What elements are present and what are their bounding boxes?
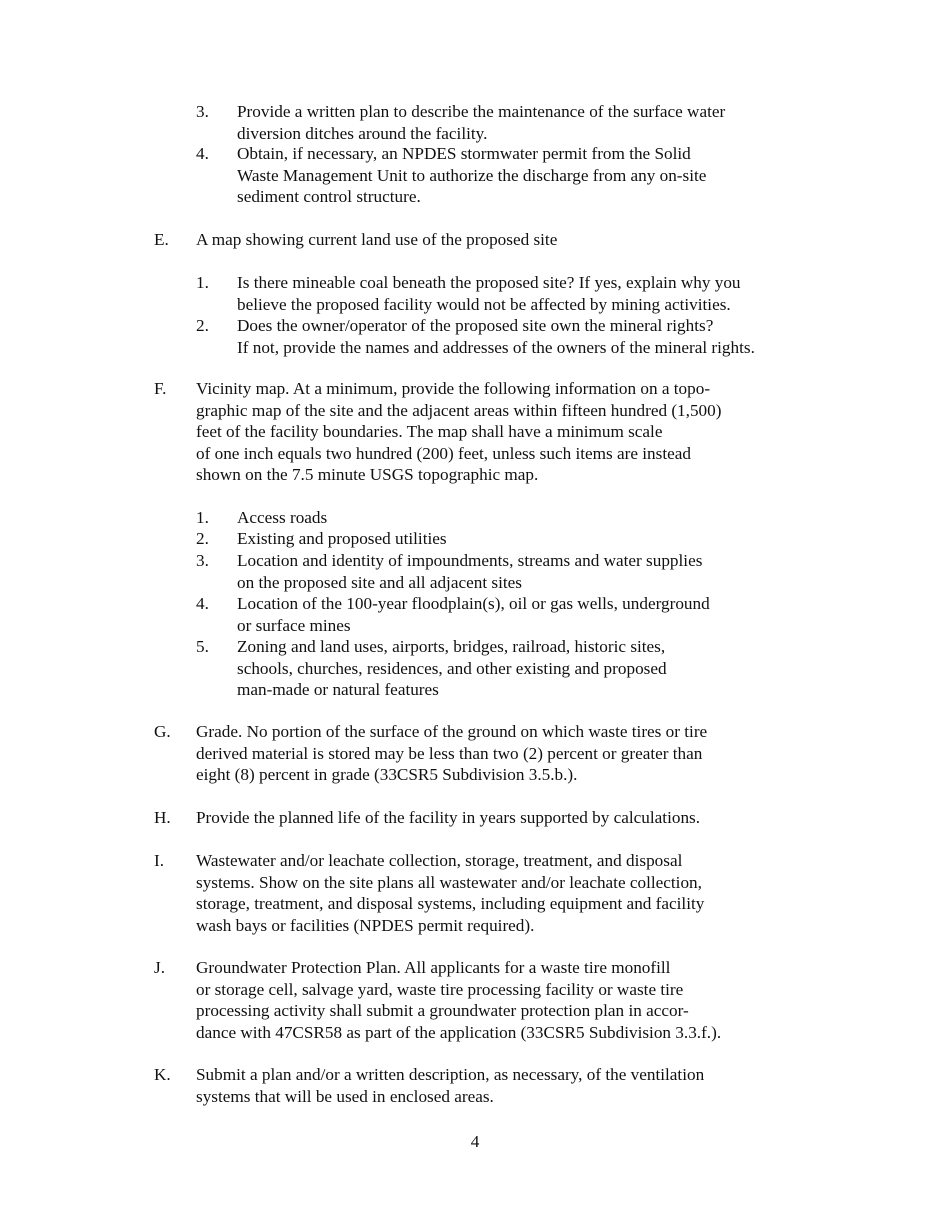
section-text: Wastewater and/or leachate collection, storage, treatment, and disposal systems. Show on the site plans all wastewater and/or leachate collection, storage, treatment, and disposal systems, including equipment and facility wash bays or facilities (NPDES permit required). xyxy=(196,851,705,935)
item-label: 2. xyxy=(196,529,209,548)
page-number: 4 xyxy=(470,1132,480,1151)
section-text: A map showing current land use of the proposed site xyxy=(196,230,558,249)
item-text: Obtain, if necessary, an NPDES stormwater permit from the Solid Waste Management Unit to authorize the discharge from any on-site sediment control structure. xyxy=(237,144,707,207)
item-label: 4. xyxy=(196,594,209,613)
section-label: K. xyxy=(154,1065,171,1084)
section-text: Grade. No portion of the surface of the ground on which waste tires or tire derived material is stored may be less than two (2) percent or greater than eight (8) percent in grade (33CSR5 Subdivision 3.5.b.). xyxy=(196,722,708,785)
item-label: 2. xyxy=(196,316,209,335)
item-label: 4. xyxy=(196,144,209,163)
section-text: Provide the planned life of the facility in years supported by calculations. xyxy=(196,808,701,827)
item-label: 1. xyxy=(196,273,209,292)
item-text: Existing and proposed utilities xyxy=(237,529,447,548)
item-text: Is there mineable coal beneath the proposed site? If yes, explain why you believe the proposed facility would not be affected by mining activities. xyxy=(237,273,741,314)
section-text: Submit a plan and/or a written description, as necessary, of the ventilation systems that will be used in enclosed areas. xyxy=(196,1065,705,1106)
item-text: Access roads xyxy=(237,508,328,527)
section-label: G. xyxy=(154,722,171,741)
section-text: Vicinity map. At a minimum, provide the following information on a topo- graphic map of the site and the adjacent areas within fifteen hundred (1,500) feet of the facility boundaries. The map shall have a minimum scale of one inch equals two hundred (200) feet, unless such items are instead shown on the 7.5 minute USGS topographic map. xyxy=(196,379,722,485)
section-label: H. xyxy=(154,808,171,827)
item-text: Does the owner/operator of the proposed site own the mineral rights? If not, provide the names and addresses of the owners of the mineral rights. xyxy=(237,316,755,357)
item-text: Provide a written plan to describe the maintenance of the surface water diversion ditches around the facility. xyxy=(237,102,726,143)
section-label: F. xyxy=(154,379,167,398)
item-label: 5. xyxy=(196,637,209,656)
item-text: Location and identity of impoundments, streams and water supplies on the proposed site and all adjacent sites xyxy=(237,551,703,592)
item-label: 3. xyxy=(196,102,209,121)
item-text: Zoning and land uses, airports, bridges, railroad, historic sites, schools, churches, residences, and other existing and proposed man-made or natural features xyxy=(237,637,667,700)
section-label: I. xyxy=(154,851,165,870)
item-label: 1. xyxy=(196,508,209,527)
item-label: 3. xyxy=(196,551,209,570)
section-label: J. xyxy=(154,958,165,977)
section-text: Groundwater Protection Plan. All applicants for a waste tire monofill or storage cell, salvage yard, waste tire processing facility or waste tire processing activity shall submit a groundwater protection plan in accor- dance with 47CSR58 as part of the application (33CSR5 Subdivision 3.3.f.). xyxy=(196,958,722,1042)
item-text: Location of the 100-year floodplain(s), oil or gas wells, underground or surface mines xyxy=(237,594,710,635)
section-label: E. xyxy=(154,230,169,249)
